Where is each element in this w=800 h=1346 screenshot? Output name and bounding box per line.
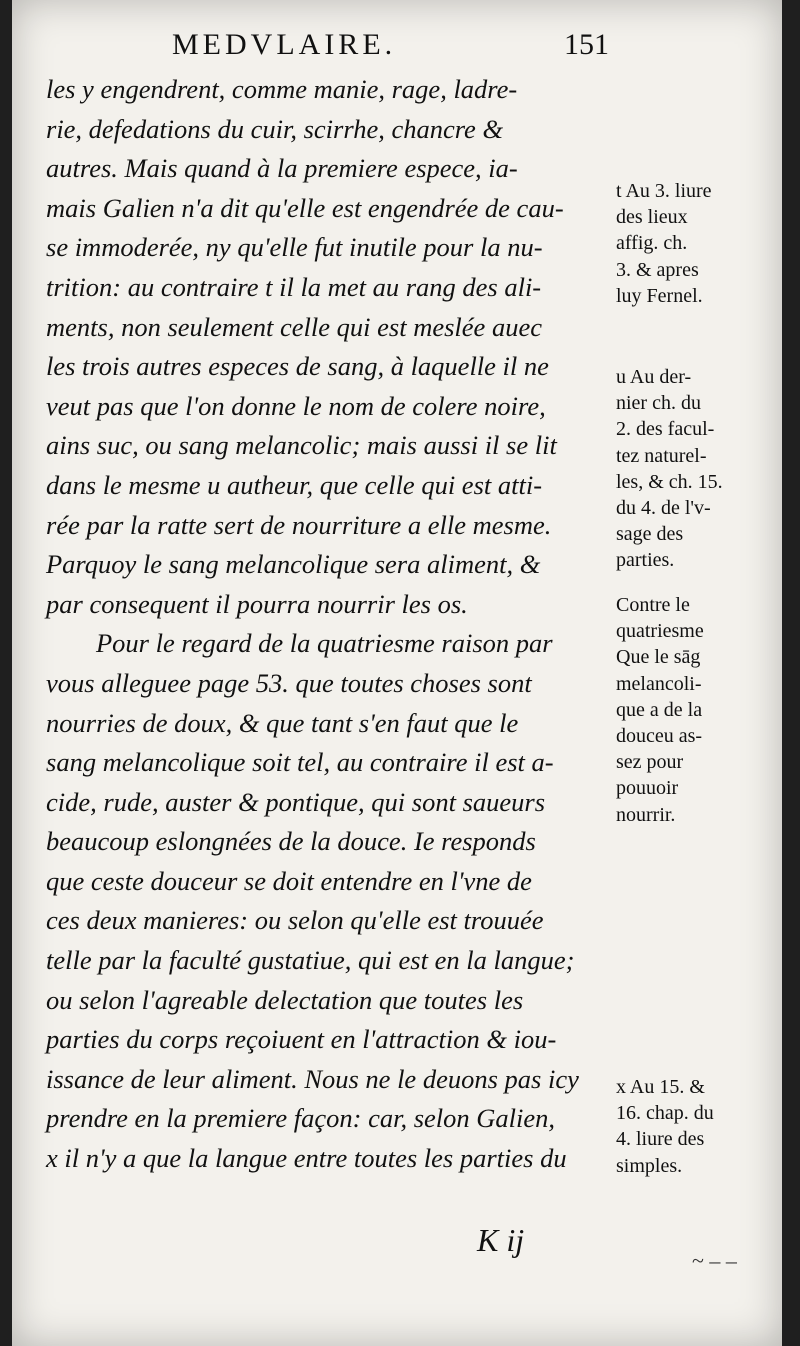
sidenote-line: douceu as-	[616, 724, 703, 747]
sidenote-x	[616, 1074, 776, 1179]
sidenote-line: Que le sāg	[616, 646, 701, 669]
text-line: les y engendrent, comme manie, rage, ladre-	[46, 74, 518, 104]
sidenote-line: simples.	[616, 1154, 683, 1177]
sidenote-line: pouuoir	[616, 777, 679, 800]
sidenote-line: u Au der-	[616, 366, 692, 388]
text-line: que ceste douceur se doit entendre en l'vne de	[46, 865, 532, 896]
text-line: vous alleguee page 53. que toutes choses sont	[46, 667, 532, 698]
text-line: x il n'y a que la langue entre toutes les parties du	[46, 1143, 567, 1174]
sidenote-line: quatriesme	[616, 620, 704, 643]
sidenote-line: tez naturel-	[616, 444, 707, 467]
text-line: prendre en la premiere façon: car, selon Galien,	[46, 1103, 556, 1134]
book-page	[12, 0, 782, 1346]
sidenote-line: les, & ch. 15.	[616, 470, 723, 493]
sidenote-t	[616, 178, 776, 309]
text-line: issance de leur aliment. Nous ne le deuons pas icy	[46, 1063, 579, 1094]
sidenote-line: x Au 15. &	[616, 1076, 705, 1098]
sidenote-line: melancoli-	[616, 672, 702, 695]
main-text-block	[46, 70, 626, 1179]
text-line: beaucoup eslongnées de la douce. Ie responds	[46, 826, 536, 857]
text-line: rée par la ratte sert de nourriture a elle mesme.	[46, 509, 552, 540]
sidenote-line: t Au 3. liure	[616, 180, 712, 202]
text-line: les trois autres especes de sang, à laquelle il ne	[46, 351, 549, 382]
text-line: ou selon l'agreable delectation que toutes les	[46, 984, 524, 1015]
sidenote-line: luy Fernel.	[616, 284, 703, 307]
sidenote-line: sage des	[616, 523, 684, 546]
sidenote-line: affig. ch.	[616, 232, 688, 255]
text-line: par consequent il pourra nourrir les os.	[46, 588, 468, 619]
text-line: nourries de doux, & que tant s'en faut que le	[46, 707, 519, 738]
page-number: 151	[564, 28, 609, 61]
paragraph-start-line: Pour le regard de la quatriesme raison par	[96, 628, 553, 659]
sidenote-line: nourrir.	[616, 803, 676, 826]
ink-flourish-icon: ~ – –	[692, 1248, 737, 1273]
text-line: ains suc, ou sang melancolic; mais aussi il se lit	[46, 430, 557, 461]
text-line: autres. Mais quand à la premiere espece, ia-	[46, 153, 518, 184]
sidenote-line: parties.	[616, 549, 675, 572]
sidenote-line: 2. des facul-	[616, 418, 715, 441]
sidenote-line: 4. liure des	[616, 1128, 705, 1151]
text-line: ces deux manieres: ou selon qu'elle est trouuée	[46, 905, 544, 936]
sidenote-line: 3. & apres	[616, 258, 699, 281]
sidenote-line: Contre le	[616, 594, 690, 616]
sidenote-line: sez pour	[616, 751, 684, 774]
page-header	[12, 28, 782, 68]
text-line: ments, non seulement celle qui est meslée auec	[46, 311, 542, 342]
sidenote-line: que a de la	[616, 698, 703, 721]
text-line: rie, defedations du cuir, scirrhe, chancre &	[46, 113, 504, 144]
sidenote-line: nier ch. du	[616, 392, 701, 415]
text-line: sang melancolique soit tel, au contraire il est a-	[46, 747, 554, 778]
text-line: Parquoy le sang melancolique sera aliment, &	[46, 549, 541, 580]
signature-mark: K ij	[477, 1222, 525, 1258]
running-title: MEDVLAIRE.	[172, 28, 397, 61]
sidenote-line: des lieux	[616, 206, 688, 229]
text-line: cide, rude, auster & pontique, qui sont saueurs	[46, 786, 546, 817]
text-line: parties du corps reçoiuent en l'attraction & iou-	[46, 1024, 557, 1055]
sidenote-u	[616, 364, 776, 574]
text-line: telle par la faculté gustatiue, qui est en la langue;	[46, 945, 575, 976]
sidenote-line: 16. chap. du	[616, 1102, 714, 1125]
text-line: mais Galien n'a dit qu'elle est engendrée de cau-	[46, 192, 564, 223]
text-line: dans le mesme u autheur, que celle qui est atti-	[46, 469, 543, 500]
text-line: trition: au contraire t il la met au rang des ali-	[46, 271, 542, 302]
text-line: se immoderée, ny qu'elle fut inutile pour la nu-	[46, 232, 543, 263]
sidenote-line: du 4. de l'v-	[616, 496, 711, 519]
text-line: veut pas que l'on donne le nom de colere noire,	[46, 390, 546, 421]
sidenote-contre	[616, 592, 776, 828]
